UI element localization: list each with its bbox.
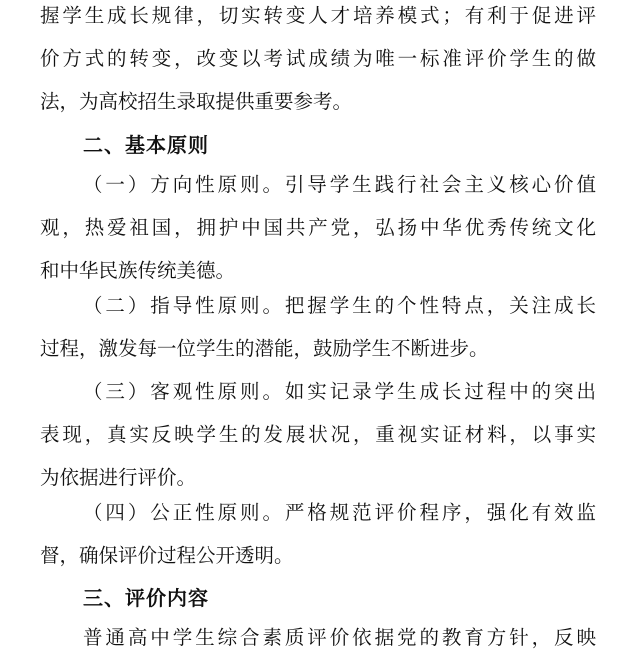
principle-4-line-1: （四）公正性原则。严格规范评价程序，强化有效监 — [83, 501, 596, 524]
evaluation-content-line-1: 普通高中学生综合素质评价依据党的教育方针，反映 — [83, 626, 596, 649]
text-line-3: 法，为高校招生录取提供重要参考。 — [40, 90, 353, 113]
section-heading-basic-principles: 二、基本原则 — [83, 133, 209, 157]
principle-1-line-1: （一）方向性原则。引导学生践行社会主义核心价值 — [83, 173, 596, 196]
text-line-2: 价方式的转变，改变以考试成绩为唯一标准评价学生的做 — [40, 47, 596, 70]
principle-4-line-2: 督，确保评价过程公开透明。 — [40, 544, 294, 567]
principle-2-line-2: 过程，激发每一位学生的潜能，鼓励学生不断进步。 — [40, 337, 489, 360]
principle-2-line-1: （二）指导性原则。把握学生的个性特点，关注成长 — [83, 294, 596, 317]
section-heading-evaluation-content: 三、评价内容 — [83, 586, 209, 610]
principle-3-line-1: （三）客观性原则。如实记录学生成长过程中的突出 — [83, 380, 596, 403]
principle-3-line-3: 为依据进行评价。 — [40, 466, 197, 489]
principle-1-line-2: 观，热爱祖国，拥护中国共产党，弘扬中华优秀传统文化 — [40, 216, 596, 239]
principle-1-line-3: 和中华民族传统美德。 — [40, 259, 236, 282]
principle-3-line-2: 表现，真实反映学生的发展状况，重视实证材料，以事实 — [40, 423, 596, 446]
text-line-1: 握学生成长规律，切实转变人才培养模式；有利于促进评 — [40, 4, 596, 27]
